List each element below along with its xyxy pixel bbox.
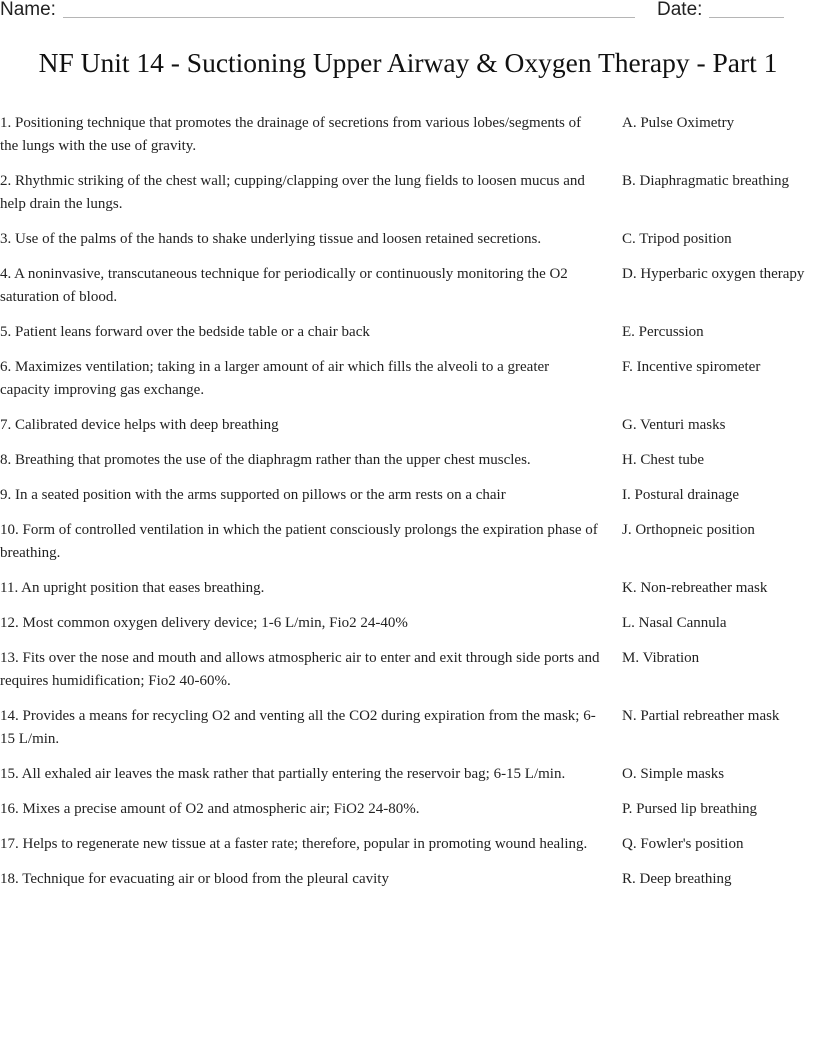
question-text: 3. Use of the palms of the hands to shake underlying tissue and loosen retained secretions.	[0, 231, 542, 247]
answer-option: N. Partial rebreather mask	[622, 708, 780, 724]
matching-row	[0, 763, 816, 786]
matching-row	[0, 414, 816, 437]
matching-row	[0, 356, 816, 402]
matching-row	[0, 484, 816, 507]
question-text: 15. All exhaled air leaves the mask rather that partially entering the reservoir bag; 6-15 L/min.	[0, 766, 566, 782]
question-text: 9. In a seated position with the arms supported on pillows or the arm rests on a chair	[0, 487, 506, 503]
answer-option: D. Hyperbaric oxygen therapy	[622, 266, 805, 282]
answer-option: Q. Fowler's position	[622, 836, 744, 852]
question-text: 8. Breathing that promotes the use of the diaphragm rather than the upper chest muscles.	[0, 452, 531, 468]
question-text: 18. Technique for evacuating air or blood from the pleural cavity	[0, 871, 389, 887]
question-text: 16. Mixes a precise amount of O2 and atmospheric air; FiO2 24-80%.	[0, 801, 420, 817]
page-title: NF Unit 14 - Suctioning Upper Airway & Oxygen Therapy - Part 1	[38, 47, 778, 78]
matching-row	[0, 321, 816, 344]
name-blank-line[interactable]	[63, 17, 635, 18]
matching-row	[0, 228, 816, 251]
question-text: 2. Rhythmic striking of the chest wall; cupping/clapping over the lung fields to loosen mucus and help drain the lungs.	[0, 173, 585, 212]
matching-row	[0, 519, 816, 565]
answer-option: J. Orthopneic position	[622, 522, 755, 538]
question-text: 6. Maximizes ventilation; taking in a larger amount of air which fills the alveoli to a greater capacity improving gas exchange.	[0, 359, 550, 398]
header-row	[0, 0, 816, 25]
date-label: Date:	[657, 0, 703, 20]
matching-row	[0, 112, 816, 158]
matching-row	[0, 577, 816, 600]
answer-option: C. Tripod position	[622, 231, 732, 247]
question-text: 7. Calibrated device helps with deep breathing	[0, 417, 279, 433]
answer-option: R. Deep breathing	[622, 871, 732, 887]
matching-row	[0, 833, 816, 856]
answer-option: H. Chest tube	[622, 452, 705, 468]
matching-row	[0, 449, 816, 472]
answer-option: F. Incentive spirometer	[622, 359, 761, 375]
matching-row	[0, 263, 816, 309]
question-text: 11. An upright position that eases breathing.	[0, 580, 265, 596]
answer-option: O. Simple masks	[622, 766, 725, 782]
answer-option: A. Pulse Oximetry	[622, 115, 735, 131]
answer-option: P. Pursed lip breathing	[622, 801, 757, 817]
answer-option: E. Percussion	[622, 324, 704, 340]
question-text: 12. Most common oxygen delivery device; 1-6 L/min, Fio2 24-40%	[0, 615, 408, 631]
question-text: 13. Fits over the nose and mouth and allows atmospheric air to enter and exit through side ports and requires humidification; Fio2 40-60%.	[0, 650, 600, 689]
question-text: 10. Form of controlled ventilation in which the patient consciously prolongs the expiration phase of breathing.	[0, 522, 598, 561]
answer-option: B. Diaphragmatic breathing	[622, 173, 790, 189]
matching-row	[0, 170, 816, 216]
question-text: 14. Provides a means for recycling O2 and venting all the CO2 during expiration from the mask; 6-15 L/min.	[0, 708, 596, 747]
answer-option: I. Postural drainage	[622, 487, 740, 503]
answer-option: M. Vibration	[622, 650, 700, 666]
question-text: 17. Helps to regenerate new tissue at a faster rate; therefore, popular in promoting wound healing.	[0, 836, 588, 852]
matching-row	[0, 868, 816, 891]
matching-row	[0, 798, 816, 821]
date-blank-line[interactable]	[709, 17, 784, 18]
question-text: 4. A noninvasive, transcutaneous technique for periodically or continuously monitoring the O2 saturation of blood.	[0, 266, 568, 305]
matching-row	[0, 647, 816, 693]
answer-option: L. Nasal Cannula	[622, 615, 727, 631]
question-text: 5. Patient leans forward over the bedside table or a chair back	[0, 324, 370, 340]
name-label: Name:	[0, 0, 56, 20]
answer-option: G. Venturi masks	[622, 417, 726, 433]
matching-row	[0, 705, 816, 751]
question-text: 1. Positioning technique that promotes the drainage of secretions from various lobes/segments of the lungs with the use of gravity.	[0, 115, 582, 154]
matching-row	[0, 612, 816, 635]
matching-list	[0, 112, 816, 903]
answer-option: K. Non-rebreather mask	[622, 580, 768, 596]
